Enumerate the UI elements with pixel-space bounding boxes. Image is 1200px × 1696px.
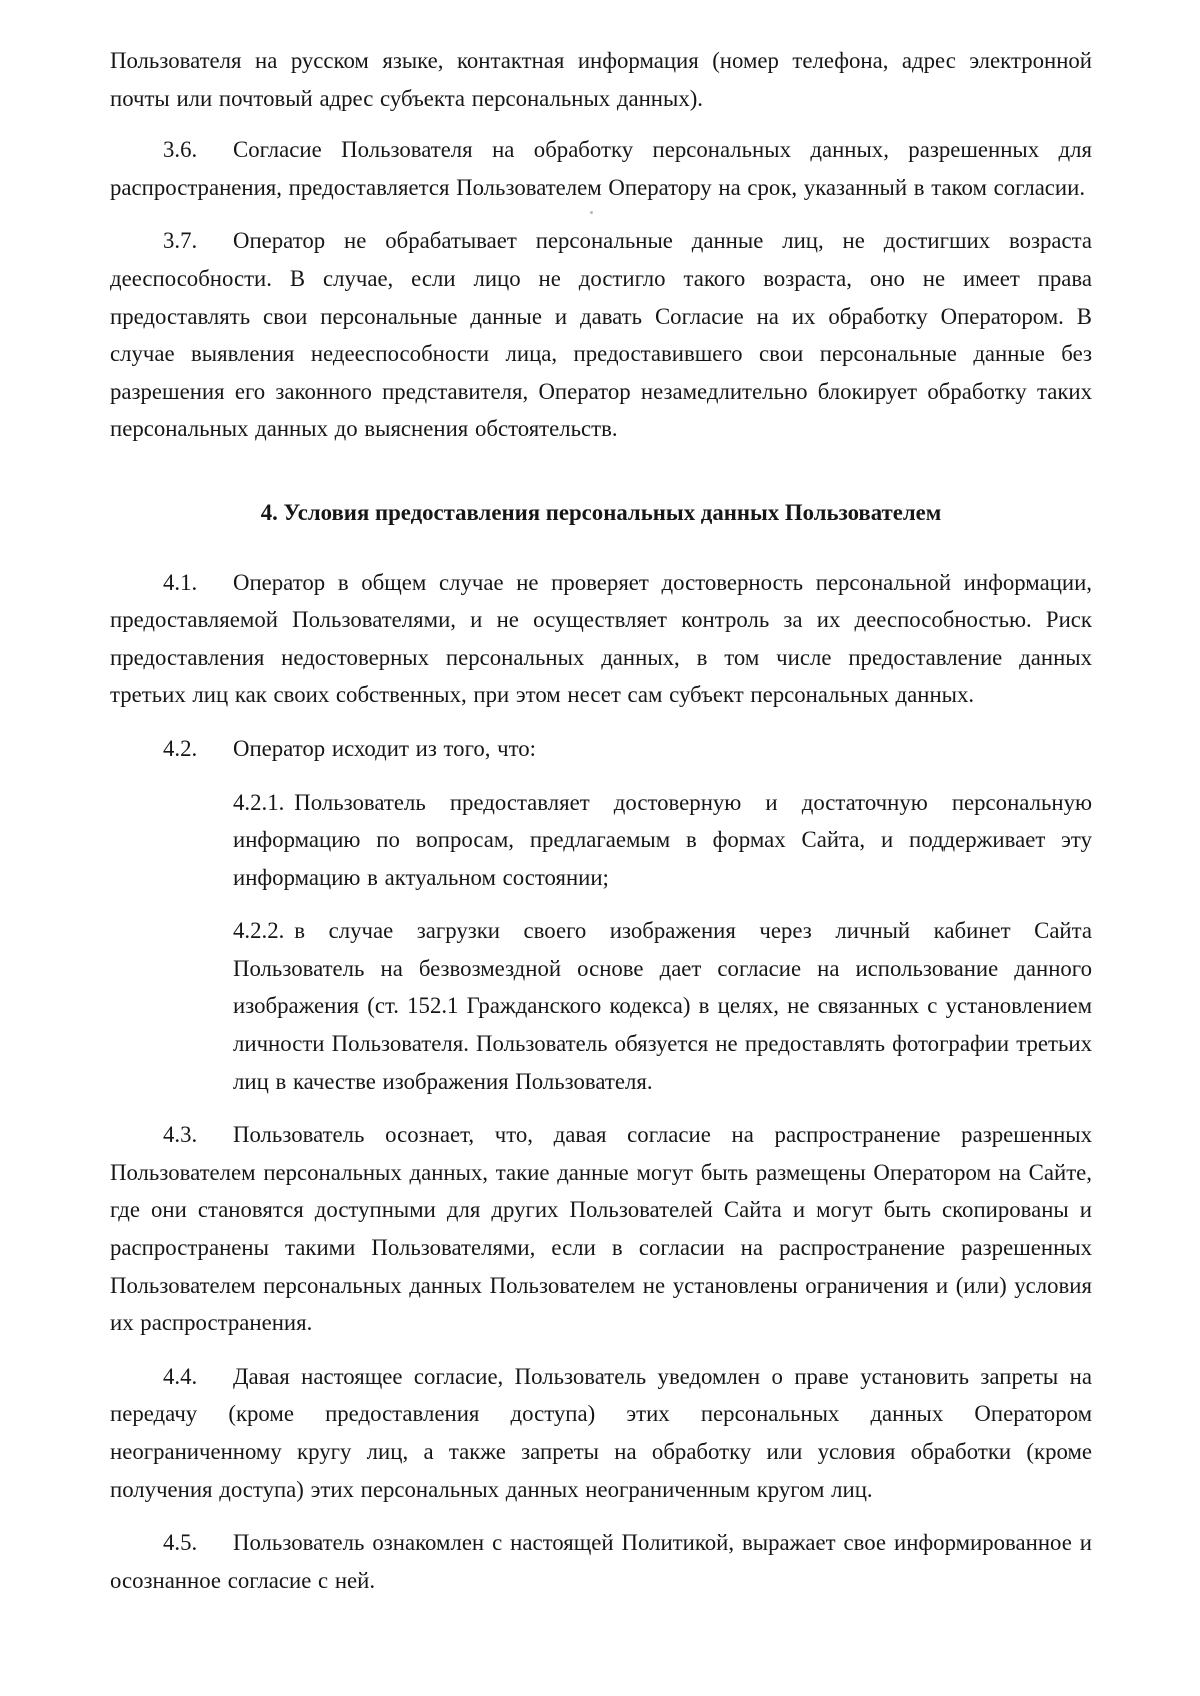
paragraph-4-2-1: [233, 784, 1092, 897]
paragraph-intro-continuation: Пользователя на русском языке, контактная информация (номер телефона, адрес электронной почты или почтовый адрес субъекта персональных данных).: [110, 48, 1092, 111]
scan-artifact-speck: [590, 211, 593, 214]
paragraph-4-1: [110, 564, 1092, 714]
clause-number-3-6: 3.6.: [163, 137, 198, 163]
clause-number-4-2: 4.2.: [163, 735, 198, 761]
clause-text-3-7: Оператор не обрабатывает персональные данные лиц, не достигших возраста дееспособности. В случае, если лицо не достигло такого возраста, оно не имеет права предоставлять свои персональные данные и давать Согласие на их обработку Оператором. В случае выявления недееспособности лица, предоставившего свои персональные данные без разрешения его законного представителя, Оператор незамедлительно блокирует обработку таких персональных данных до выяснения обстоятельств.: [110, 228, 1092, 442]
paragraph-3-6: [110, 131, 1092, 206]
paragraph-4-4: [110, 1358, 1092, 1508]
paragraph-4-2-2: [233, 912, 1092, 1100]
clause-number-4-1: 4.1.: [163, 569, 198, 595]
clause-text-3-6: Согласие Пользователя на обработку персональных данных, разрешенных для распространения, предоставляется Пользователем Оператору на срок, указанный в таком согласии.: [110, 137, 1092, 200]
clause-number-3-7: 3.7.: [163, 228, 198, 254]
clause-text-4-2-1: Пользователь предоставляет достоверную и достаточную персональную информацию по вопросам, предлагаемым в формах Сайта, и поддерживает эту информацию в актуальном состоянии;: [233, 789, 1092, 890]
paragraph-4-2: [110, 730, 1092, 768]
clause-text-4-2: Оператор исходит из того, что:: [233, 735, 537, 761]
clause-number-4-2-1: 4.2.1.: [233, 789, 285, 815]
document-page: [110, 42, 1092, 1613]
clause-text-4-3: Пользователь осознает, что, давая согласие на распространение разрешенных Пользователем персональных данных, такие данные могут быть размещены Оператором на Сайте, где они становятся доступными для других Пользователей Сайта и могут быть скопированы и распространены такими Пользователями, если в согласии на распространение разрешенных Пользователем персональных данных Пользователем не установлены ограничения и (или) условия их распространения.: [110, 1122, 1092, 1336]
clause-text-4-4: Давая настоящее согласие, Пользователь уведомлен о праве установить запреты на передачу (кроме предоставления доступа) этих персональных данных Оператором неограниченному кругу лиц, а также запреты на обработку или условия обработки (кроме получения доступа) этих персональных данных неограниченным кругом лиц.: [110, 1363, 1092, 1502]
paragraph-4-5: [110, 1524, 1092, 1599]
clause-text-4-5: Пользователь ознакомлен с настоящей Политикой, выражает свое информированное и осознанное согласие с ней.: [110, 1530, 1092, 1593]
clause-text-4-2-2: в случае загрузки своего изображения через личный кабинет Сайта Пользователь на безвозмездной основе дает согласие на использование данного изображения (ст. 152.1 Гражданского кодекса) в целях, не связанных с установлением личности Пользователя. Пользователь обязуется не предоставлять фотографии третьих лиц в качестве изображения Пользователя.: [233, 918, 1092, 1094]
clause-text-4-1: Оператор в общем случае не проверяет достоверность персональной информации, предоставляемой Пользователями, и не осуществляет контроль за их дееспособностью. Риск предоставления недостоверных персональных данных, в том числе предоставление данных третьих лиц как своих собственных, при этом несет сам субъект персональных данных.: [110, 569, 1092, 708]
paragraph-4-3: [110, 1116, 1092, 1342]
clause-number-4-3: 4.3.: [163, 1122, 198, 1148]
clause-number-4-4: 4.4.: [163, 1363, 198, 1389]
clause-number-4-5: 4.5.: [163, 1530, 198, 1556]
section-4-heading: 4. Условия предоставления персональных данных Пользователем: [260, 499, 942, 525]
clause-number-4-2-2: 4.2.2.: [233, 918, 285, 944]
paragraph-3-7: [110, 222, 1092, 448]
